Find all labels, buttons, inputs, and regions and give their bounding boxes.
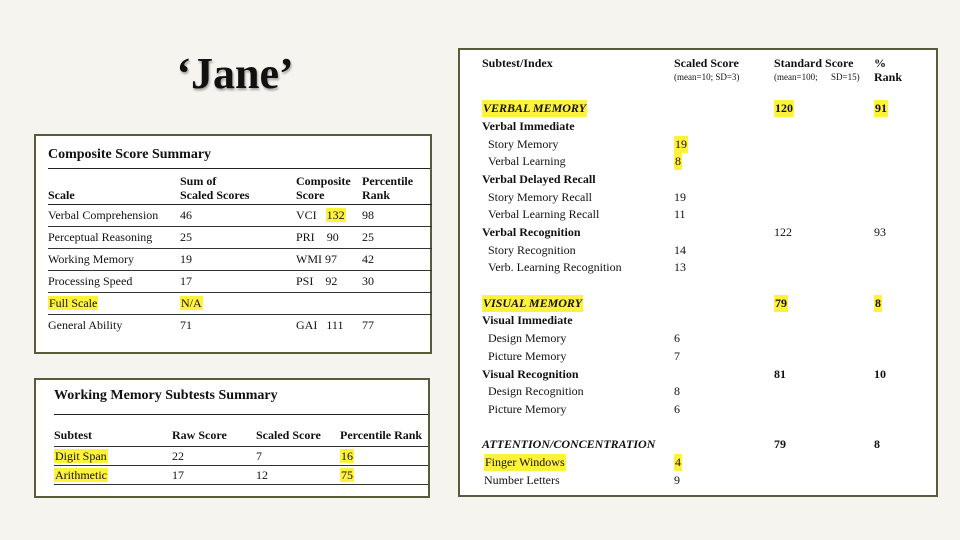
table-row: Verbal Learning 8 xyxy=(488,154,681,168)
header-subtest-index: Subtest/Index xyxy=(482,56,553,70)
header-scaled-score: Scaled Score xyxy=(674,56,739,70)
header-standard-sub-a: (mean=100; xyxy=(774,72,818,82)
table-row: Verbal Immediate xyxy=(482,119,575,133)
table-row: Story Recognition 14 xyxy=(488,243,686,257)
table-row: Number Letters 9 xyxy=(484,473,680,487)
composite-title: Composite Score Summary xyxy=(48,147,212,162)
table-row: Arithmetic 17 12 75 xyxy=(54,466,428,485)
table-row: Finger Windows 4 xyxy=(485,455,681,469)
table-row: VERBAL MEMORY 120 91 xyxy=(483,101,887,115)
title-rule xyxy=(48,168,430,169)
composite-score-panel xyxy=(34,134,432,354)
table-row: Verb. Learning Recognition 13 xyxy=(488,260,686,274)
table-row: Picture Memory 6 xyxy=(488,402,680,416)
memory-index-panel xyxy=(458,48,938,497)
header-percentile: Percentile Rank xyxy=(362,174,414,202)
table-row: Visual Recognition 81 10 xyxy=(482,367,886,381)
table-row: General Ability 71 GAI 111 77 xyxy=(48,315,432,337)
table-row: Design Recognition 8 xyxy=(488,384,680,398)
header-sum: Sum of Scaled Scores xyxy=(180,174,250,202)
table-row: ATTENTION/CONCENTRATION 79 8 xyxy=(482,437,880,451)
table-row: Perceptual Reasoning 25 PRI 90 25 xyxy=(48,227,432,249)
header-composite: Composite Score xyxy=(296,174,351,202)
header-standard-sub-b: SD=15) xyxy=(831,72,860,82)
highlight-vci: 132 xyxy=(326,208,345,222)
table-header-row: Subtest Raw Score Scaled Score Percentile Rank xyxy=(54,415,428,447)
table-row: Picture Memory 7 xyxy=(488,349,680,363)
page-title: ‘Jane’ xyxy=(176,49,294,98)
table-row: Working Memory 19 WMI 97 42 xyxy=(48,249,432,271)
working-memory-panel xyxy=(34,378,430,498)
table-row xyxy=(48,293,432,315)
header-rank: % Rank xyxy=(874,56,903,84)
table-row: VISUAL MEMORY 79 8 xyxy=(483,296,881,310)
table-row: Verbal Learning Recall 11 xyxy=(488,207,686,221)
working-memory-title: Working Memory Subtests Summary xyxy=(54,388,278,403)
highlight-full-scale: Full Scale xyxy=(49,296,98,310)
table-row: Story Memory 19 xyxy=(488,137,687,151)
table-row: Processing Speed 17 PSI 92 30 xyxy=(48,271,432,293)
header-scaled-sub: (mean=10; SD=3) xyxy=(674,72,740,82)
table-row: Verbal Delayed Recall xyxy=(482,172,596,186)
table-header-row xyxy=(48,172,432,205)
highlight-na: N/A xyxy=(181,296,202,310)
table-row: Verbal Recognition 122 93 xyxy=(482,225,886,239)
table-row: Digit Span 22 7 16 xyxy=(54,447,428,466)
table-row: Design Memory 6 xyxy=(488,331,680,345)
composite-table xyxy=(48,172,432,336)
header-standard-score: Standard Score xyxy=(774,56,854,70)
table-row: Story Memory Recall 19 xyxy=(488,190,686,204)
header-scale: Scale xyxy=(48,188,75,202)
table-row: Verbal Comprehension 46 VCI 132 98 xyxy=(48,205,432,227)
table-row: Visual Immediate xyxy=(482,313,573,327)
working-memory-table xyxy=(54,414,428,485)
